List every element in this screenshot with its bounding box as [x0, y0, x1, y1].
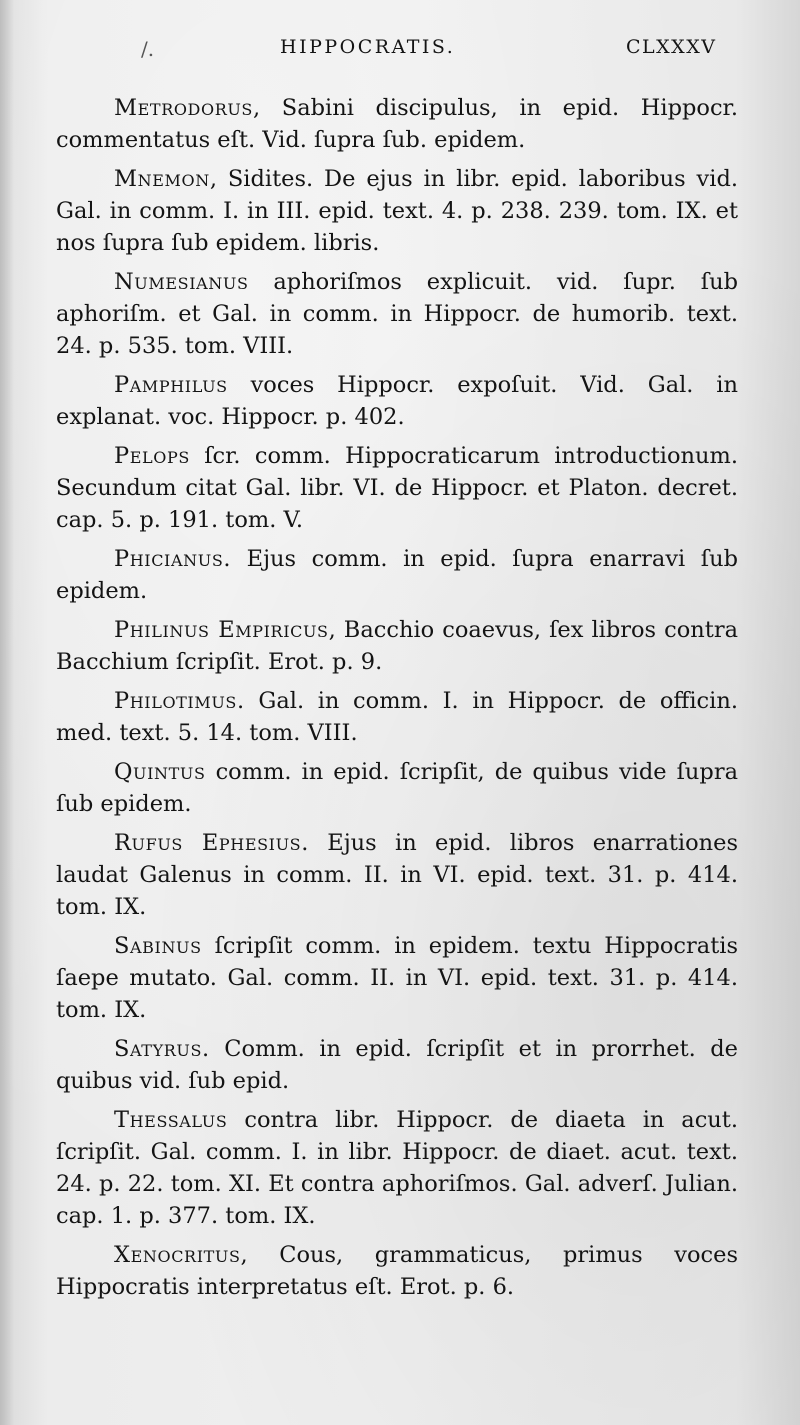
- entry-text: Gal. in comm. I. in Hippocr. de officin. med. text. 5. 14. tom. VIII.: [56, 688, 738, 746]
- running-head: [0, 32, 800, 62]
- entry-name: Quintus: [114, 759, 206, 785]
- stray-mark: /.: [141, 37, 155, 61]
- entry-sabinus: [56, 930, 738, 1026]
- entry-metrodorus: [56, 92, 738, 156]
- entry-name: Xenocritus: [114, 1242, 241, 1268]
- entry-text: voces Hippocr. expoſuit. Vid. Gal. in explanat. voc. Hippocr. p. 402.: [56, 372, 738, 430]
- entry-xenocritus: [56, 1239, 738, 1303]
- entry-philinus: [56, 614, 738, 678]
- entry-numesianus: [56, 266, 738, 362]
- entry-text: , Sabini discipulus, in epid. Hippocr. commentatus eſt. Vid. ſupra ſub. epidem.: [56, 95, 738, 153]
- entry-list: [56, 92, 738, 1310]
- entry-quintus: [56, 756, 738, 820]
- entry-name: Philotimus.: [114, 688, 245, 714]
- entry-rufus: [56, 827, 738, 923]
- entry-name: Pamphilus: [114, 372, 228, 398]
- entry-satyrus: [56, 1033, 738, 1097]
- page-number: CLXXXV: [626, 36, 717, 58]
- running-title: HIPPOCRATIS.: [280, 36, 456, 58]
- entry-pelops: [56, 440, 738, 536]
- entry-name: Phicianus.: [114, 546, 232, 572]
- entry-text: ſcripſit comm. in epidem. textu Hippocratis ſaepe mutato. Gal. comm. II. in VI. epid. text. 31. p. 414. tom. IX.: [56, 933, 738, 1023]
- entry-text: ſcr. comm. Hippocraticarum introductionum. Secundum citat Gal. libr. VI. de Hippocr. et Platon. decret. cap. 5. p. 191. tom. V.: [56, 443, 738, 533]
- entry-pamphilus: [56, 369, 738, 433]
- entry-text: Ejus in epid. libros enarrationes laudat Galenus in comm. II. in VI. epid. text. 31. p. 414. tom. IX.: [56, 830, 738, 920]
- entry-name: Numesianus: [114, 269, 249, 295]
- entry-name: Pelops: [114, 443, 190, 469]
- entry-name: Thessalus: [114, 1107, 228, 1133]
- entry-thessalus: [56, 1104, 738, 1232]
- entry-phicianus: [56, 543, 738, 607]
- entry-text: , Sidites. De ejus in libr. epid. laboribus vid. Gal. in comm. I. in III. epid. text. 4. p. 238. 239. tom. IX. et nos ſupra ſub epidem. libris.: [56, 166, 738, 256]
- entry-name: Metrodorus: [114, 95, 253, 121]
- entry-text: aphoriſmos explicuit. vid. ſupr. ſub aphoriſm. et Gal. in comm. in Hippocr. de humorib. text. 24. p. 535. tom. VIII.: [56, 269, 738, 359]
- entry-name: Philinus Empiricus: [114, 617, 329, 643]
- entry-text: comm. in epid. ſcripſit, de quibus vide ſupra ſub epidem.: [56, 759, 738, 817]
- entry-mnemon: [56, 163, 738, 259]
- page-gutter-shadow: [0, 0, 14, 1425]
- entry-text: , Bacchio coaevus, ſex libros contra Bacchium ſcripſit. Erot. p. 9.: [56, 617, 738, 675]
- entry-name: Rufus Ephesius.: [114, 830, 309, 856]
- entry-name: Mnemon: [114, 166, 210, 192]
- entry-text: contra libr. Hippocr. de diaeta in acut. ſcripſit. Gal. comm. I. in libr. Hippocr. de diaet. acut. text. 24. p. 22. tom. XI. Et contra aphoriſmos. Gal. adverſ. Julian. cap. 1. p. 377. tom. IX.: [56, 1107, 738, 1229]
- entry-text: Ejus comm. in epid. ſupra enarravi ſub epidem.: [56, 546, 738, 604]
- entry-text: , Cous, grammaticus, primus voces Hippocratis interpretatus eſt. Erot. p. 6.: [56, 1242, 738, 1300]
- entry-name: Sabinus: [114, 933, 202, 959]
- entry-philotimus: [56, 685, 738, 749]
- entry-name: Satyrus.: [114, 1036, 210, 1062]
- entry-text: Comm. in epid. ſcripſit et in prorrhet. de quibus vid. ſub epid.: [56, 1036, 738, 1094]
